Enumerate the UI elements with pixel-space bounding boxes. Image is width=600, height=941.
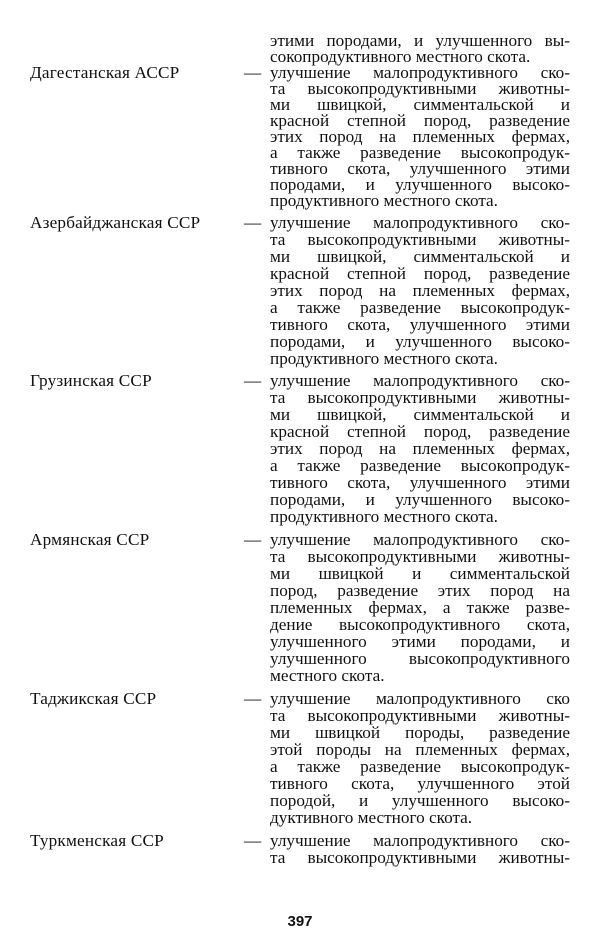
entry-line: улучшенного этими породами, и [270,632,570,651]
entry-line: тивного скота, улучшенного этой [270,774,570,793]
entry-line: этих пород на племенных фермах, [270,127,570,146]
entry-line: улучшение малопродуктивного ско- [270,63,570,82]
entry-line: ми швицкой породы, разведение [270,723,570,742]
entry-dash: — [244,371,262,390]
entry-line: красной степной пород, разведение [270,111,570,130]
entry-line: улучшение малопродуктивного ско- [270,371,570,390]
entry-line: продуктивного местного скота. [270,349,498,368]
entry-line: продуктивного местного скота. [270,507,498,526]
entry-line: породами, и улучшенного высоко- [270,332,570,351]
entry-line: продуктивного местного скота. [270,191,498,210]
entry-line: та высокопродуктивными животны- [270,388,570,407]
entry-line: та высокопродуктивными животны- [270,706,570,725]
entry-dash: — [244,63,262,82]
entry-line: та высокопродуктивными животны- [270,230,570,249]
entry-dash: — [244,530,262,549]
entry-line: тивного скота, улучшенного этими [270,473,570,492]
region-label: Азербайджанская ССР [30,213,201,232]
intro-line: сокопродуктивного местного скота. [270,47,531,66]
entry-line: а также разведение высокопродук- [270,298,570,317]
entry-line: дение высокопродуктивного скота, [270,615,570,634]
entry-line: ми швицкой и симментальской [270,564,570,583]
region-label: Дагестанская АССР [30,63,180,82]
intro-line: этими породами, и улучшенного вы- [270,31,570,50]
entry-dash: — [244,831,262,850]
entry-line: улучшение малопродуктивного ско- [270,530,570,549]
entry-line: улучшение малопродуктивного ско- [270,213,570,232]
region-label: Армянская ССР [30,530,150,549]
entry-line: породой, и улучшенного высоко- [270,791,570,810]
entry-dash: — [244,213,262,232]
entry-line: местного скота. [270,666,385,685]
entry-line: а также разведение высокопродук- [270,757,570,776]
region-label: Таджикская ССР [30,689,157,708]
entry-dash: — [244,689,262,708]
entry-line: тивного скота, улучшенного этими [270,315,570,334]
entry-line: ми швицкой, симментальской и [270,405,570,424]
entry-line: красной степной пород, разведение [270,264,570,283]
entry-line: улучшение малопродуктивного ско [270,689,570,708]
entry-line: а также разведение высокопродук- [270,456,570,475]
entry-line: улучшенного высокопродуктивного [270,649,570,668]
entry-line: породами, и улучшенного высоко- [270,490,570,509]
entry-line: улучшение малопродуктивного ско- [270,831,570,850]
page-number: 397 [287,913,313,930]
entry-line: та высокопродуктивными животны- [270,848,570,867]
entry-line: красной степной пород, разведение [270,422,570,441]
entry-line: та высокопродуктивными животны- [270,547,570,566]
entry-line: племенных фермах, а также разве- [270,598,570,617]
entry-line: дуктивного местного скота. [270,808,473,827]
region-label: Грузинская ССР [30,371,152,390]
entry-line: а также разведение высокопродук- [270,143,570,162]
entry-line: та высокопродуктивными животны- [270,79,570,98]
entry-line: пород, разведение этих пород на [270,581,570,600]
entry-line: ми швицкой, симментальской и [270,247,570,266]
entry-line: породами, и улучшенного высоко- [270,175,570,194]
entry-line: этих пород на племенных фермах, [270,281,570,300]
entry-line: этой породы на племенных фермах, [270,740,570,759]
region-label: Туркменская ССР [30,831,164,850]
entry-line: тивного скота, улучшенного этими [270,159,570,178]
entry-line: ми швицкой, симментальской и [270,95,570,114]
entry-line: этих пород на племенных фермах, [270,439,570,458]
